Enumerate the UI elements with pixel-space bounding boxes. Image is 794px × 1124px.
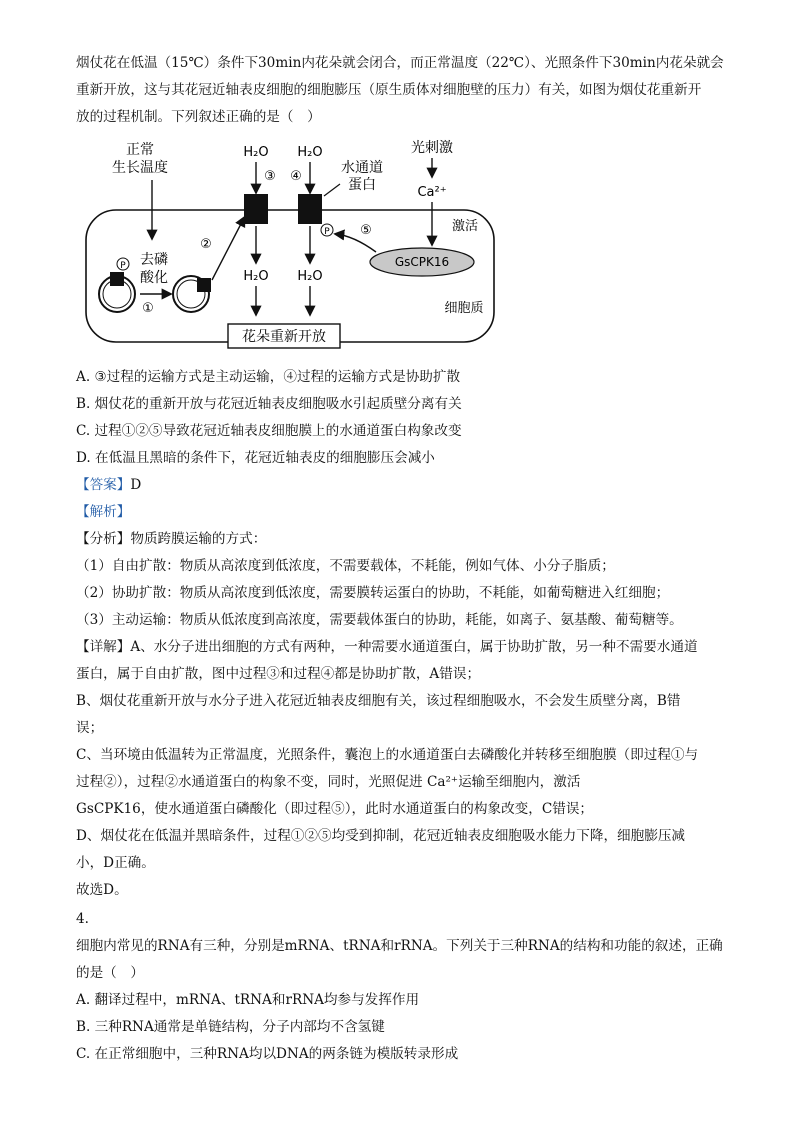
question-number: 4.	[76, 911, 89, 927]
analysis-line: 蛋白，属于自由扩散，图中过程③和过程④都是协助扩散，A错误；	[76, 666, 481, 682]
analysis-line: D、烟仗花在低温并黑暗条件，过程①②⑤均受到抑制，花冠近轴表皮细胞吸水能力下降，细胞膨压减	[76, 828, 686, 844]
result-label: 花朵重新开放	[242, 329, 326, 345]
water-label: H₂O	[297, 269, 323, 284]
answer-value: D	[130, 477, 142, 493]
question-stem-line: 烟仗花在低温（15℃）条件下30min内花朵就会闭合，而正常温度（22℃）、光照条件下30min内花朵就会	[76, 55, 724, 71]
water-label: H₂O	[243, 269, 269, 284]
water-channel-protein	[298, 194, 322, 224]
step-label: ②	[200, 237, 212, 252]
calcium-label: Ca²⁺	[417, 185, 447, 200]
option-d: D. 在低温且黑暗的条件下，花冠近轴表皮的细胞膨压会减小	[76, 450, 435, 466]
analysis-line: 误；	[76, 720, 104, 736]
option-b: B. 烟仗花的重新开放与花冠近轴表皮细胞吸水引起质壁分离有关	[76, 396, 462, 412]
cytoplasm-label: 细胞质	[444, 301, 484, 316]
water-channel-protein	[197, 278, 211, 292]
step-label: ①	[142, 301, 154, 316]
analysis-line: 小，D正确。	[76, 855, 155, 871]
dephos-label: 去磷	[140, 252, 168, 268]
question-stem-line: 的是（ ）	[76, 965, 144, 981]
analysis-line: （1）自由扩散：物质从高浓度到低浓度，不需要载体，不耗能，例如气体、小分子脂质；	[76, 558, 615, 574]
svg-text:P: P	[324, 227, 330, 237]
analysis-line: 【分析】物质跨膜运输的方式：	[76, 531, 267, 547]
svg-text:GsCPK16: GsCPK16	[394, 255, 450, 269]
svg-text:P: P	[120, 261, 126, 271]
analysis-line: C、当环境由低温转为正常温度，光照条件，囊泡上的水通道蛋白去磷酸化并转移至细胞膜（即过程①与	[76, 747, 699, 763]
analysis-line: 过程②），过程②水通道蛋白的构象不变，同时，光照促进 Ca²⁺运输至细胞内，激活	[76, 774, 581, 790]
analysis-label: 【解析】	[76, 504, 131, 520]
question-stem-line: 细胞内常见的RNA有三种，分别是mRNA、tRNA和rRNA。下列关于三种RNA的结构和功能的叙述，正确	[76, 938, 723, 954]
answer-label: 【答案】	[76, 477, 131, 493]
channel-label: 水通道	[341, 160, 383, 176]
channel-label: 蛋白	[348, 177, 376, 193]
option-a: A. 翻译过程中，mRNA、tRNA和rRNA均参与发挥作用	[76, 992, 420, 1008]
answer-line	[76, 476, 141, 494]
question-stem-line: 重新开放，这与其花冠近轴表皮细胞的细胞膨压（原生质体对细胞壁的压力）有关，如图为烟仗花重新开	[76, 82, 702, 98]
activate-label: 激活	[452, 219, 479, 234]
step-label: ④	[290, 169, 302, 184]
analysis-line: 【详解】A、水分子进出细胞的方式有两种，一种需要水通道蛋白，属于协助扩散，另一种不需要水通道	[76, 639, 698, 655]
analysis-line: 故选D。	[76, 882, 128, 898]
option-a: A. ③过程的运输方式是主动运输，④过程的运输方式是协助扩散	[76, 369, 461, 385]
light-label: 光刺激	[411, 140, 453, 156]
water-channel-protein	[110, 272, 124, 286]
water-label: H₂O	[243, 145, 269, 160]
analysis-line: B、烟仗花重新开放与水分子进入花冠近轴表皮细胞有关，该过程细胞吸水，不会发生质壁分离，B错	[76, 693, 681, 709]
water-label: H₂O	[297, 145, 323, 160]
water-channel-protein	[244, 194, 268, 224]
step-label: ③	[264, 169, 276, 184]
process-diagram	[76, 134, 516, 356]
temp-label: 正常	[126, 142, 154, 158]
analysis-line: GsCPK16，使水通道蛋白磷酸化（即过程⑤），此时水通道蛋白的构象改变，C错误；	[76, 801, 594, 817]
option-c: C. 过程①②⑤导致花冠近轴表皮细胞膜上的水通道蛋白构象改变	[76, 423, 462, 439]
analysis-line: （2）协助扩散：物质从高浓度到低浓度，需要膜转运蛋白的协助，不耗能，如葡萄糖进入红细胞；	[76, 585, 670, 601]
option-c: C. 在正常细胞中，三种RNA均以DNA的两条链为模版转录形成	[76, 1046, 459, 1062]
analysis-line: （3）主动运输：物质从低浓度到高浓度，需要载体蛋白的协助，耗能，如离子、氨基酸、葡萄糖等。	[76, 612, 683, 628]
question-stem-line: 放的过程机制。下列叙述正确的是（ ）	[76, 109, 321, 125]
option-b: B. 三种RNA通常是单链结构，分子内部均不含氢键	[76, 1019, 385, 1035]
step-label: ⑤	[360, 223, 372, 238]
dephos-label: 酸化	[140, 270, 168, 286]
temp-label: 生长温度	[112, 160, 168, 176]
